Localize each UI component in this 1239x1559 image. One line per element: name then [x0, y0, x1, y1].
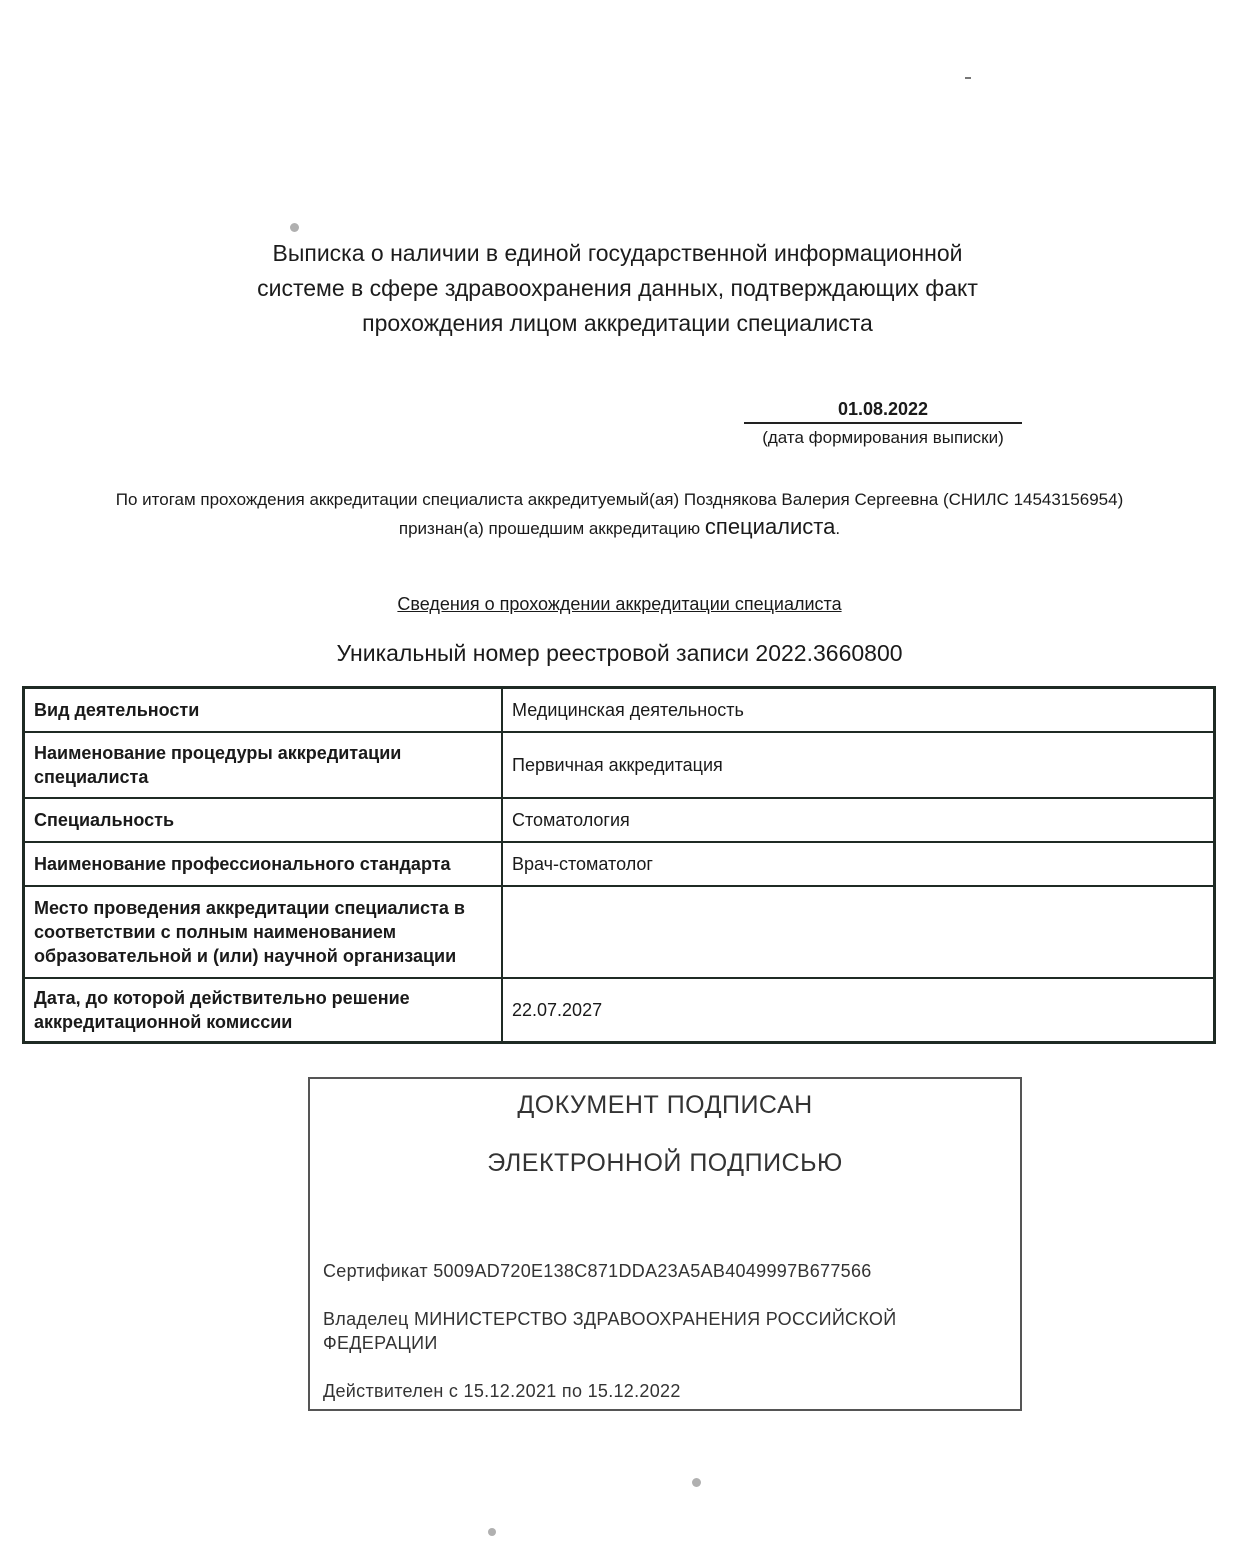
stamp-heading-1: ДОКУМЕНТ ПОДПИСАН [517, 1091, 813, 1119]
document-title [150, 236, 1085, 341]
row-value: Стоматология [502, 798, 1215, 842]
row-label: Наименование процедуры аккредитации специалиста [24, 732, 503, 798]
stamp-owner: Владелец МИНИСТЕРСТВО ЗДРАВООХРАНЕНИЯ РОССИЙСКОЙ ФЕДЕРАЦИИ [323, 1309, 897, 1353]
table-row [24, 978, 1215, 1043]
row-value: Первичная аккредитация [502, 732, 1215, 798]
title-line-1: Выписка о наличии в единой государственной информационной [272, 240, 963, 266]
electronic-signature-stamp [308, 1077, 1022, 1411]
row-label: Место проведения аккредитации специалиста в соответствии с полным наименованием образовательной и (или) научной организации [24, 886, 503, 978]
scan-speck [290, 223, 299, 232]
result-line-2 [0, 513, 1239, 542]
table-row [24, 886, 1215, 978]
result-statement [0, 486, 1239, 542]
row-label: Наименование профессионального стандарта [24, 842, 503, 886]
title-line-3: прохождения лицом аккредитации специалиста [362, 310, 873, 336]
formation-date: 01.08.2022 [744, 396, 1022, 424]
table-row [24, 798, 1215, 842]
accreditation-info-table [22, 686, 1216, 1044]
row-value: Врач-стоматолог [502, 842, 1215, 886]
row-label: Вид деятельности [24, 688, 503, 733]
row-label: Специальность [24, 798, 503, 842]
result-emphasis: специалиста [704, 514, 836, 539]
formation-date-caption: (дата формирования выписки) [762, 428, 1004, 447]
stamp-validity: Действителен с 15.12.2021 по 15.12.2022 [323, 1381, 681, 1401]
result-line-1: По итогам прохождения аккредитации специалиста аккредитуемый(ая) Позднякова Валерия Сергеевна (СНИЛС 14543156954) [115, 490, 1124, 509]
row-label: Дата, до которой действительно решение аккредитационной комиссии [24, 978, 503, 1043]
stamp-certificate: Сертификат 5009AD720E138C871DDA23A5AB4049997B677566 [323, 1261, 872, 1281]
section-heading: Сведения о прохождении аккредитации специалиста [397, 594, 842, 614]
scan-speck [488, 1528, 496, 1536]
title-line-2: системе в сфере здравоохранения данных, подтверждающих факт [257, 275, 978, 301]
stamp-heading-2: ЭЛЕКТРОННОЙ ПОДПИСЬЮ [487, 1149, 843, 1177]
row-value [502, 886, 1215, 978]
table-row [24, 688, 1215, 733]
row-value: Медицинская деятельность [502, 688, 1215, 733]
result-suffix: . [835, 519, 841, 538]
scan-speck [692, 1478, 701, 1487]
scan-speck [965, 77, 971, 79]
result-prefix: признан(а) прошедшим аккредитацию [398, 519, 701, 538]
formation-date-block [738, 396, 1028, 451]
table-row [24, 842, 1215, 886]
registry-number: Уникальный номер реестровой записи 2022.3660800 [336, 640, 903, 666]
table-row [24, 732, 1215, 798]
row-value: 22.07.2027 [502, 978, 1215, 1043]
